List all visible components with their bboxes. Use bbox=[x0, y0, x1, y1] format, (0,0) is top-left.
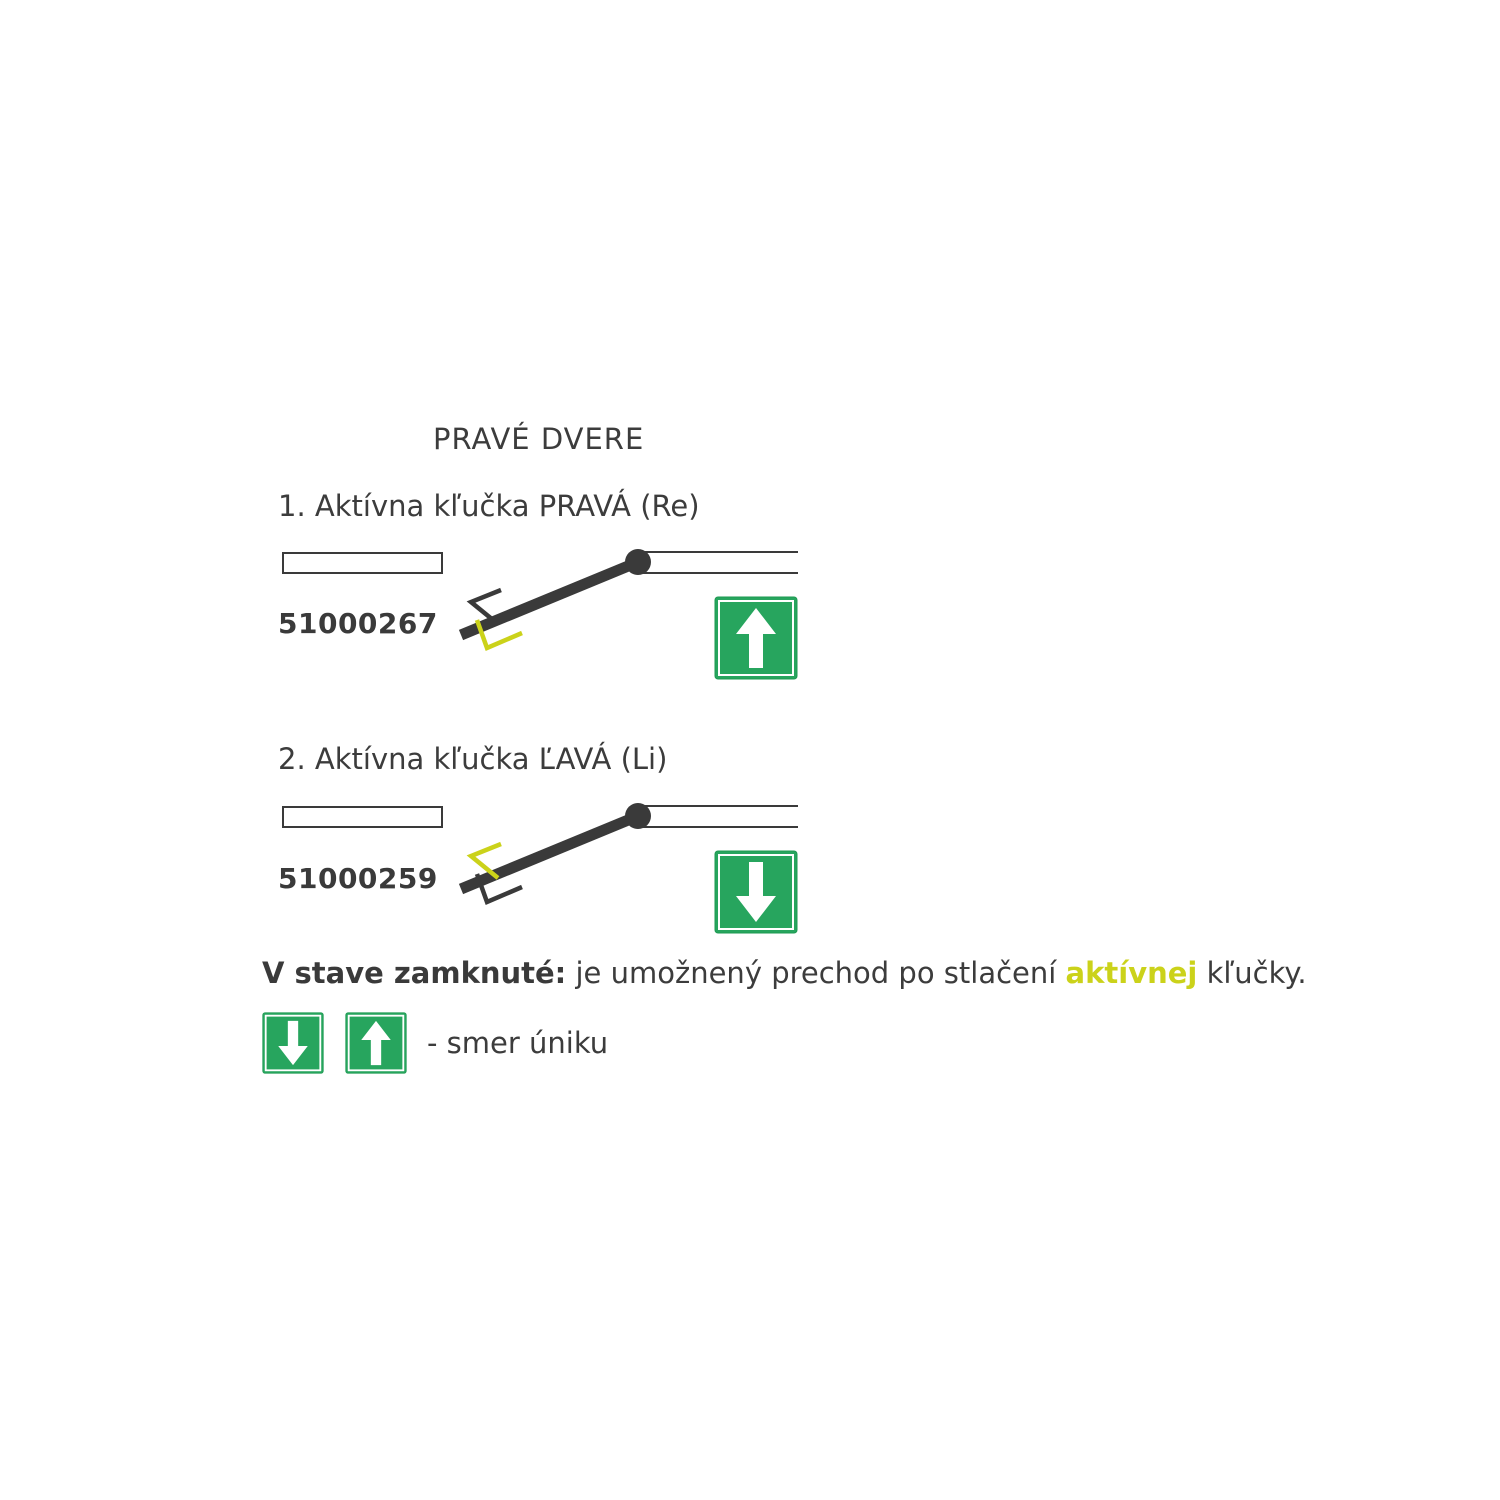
note-text-before: je umožnený prechod po stlačení bbox=[566, 956, 1066, 990]
section-2-label: 2. Aktívna kľučka ĽAVÁ (Li) bbox=[278, 742, 668, 776]
arrow-up-icon bbox=[345, 1012, 407, 1074]
note-text-after: kľučky. bbox=[1197, 956, 1307, 990]
door-leaf bbox=[461, 562, 638, 635]
page-title: PRAVÉ DVERE bbox=[433, 422, 645, 456]
product-code-2: 51000259 bbox=[278, 862, 438, 895]
arrow-down-icon bbox=[262, 1012, 324, 1074]
door-leaf bbox=[461, 816, 638, 889]
door-hinge bbox=[625, 549, 651, 575]
arrow-down-icon bbox=[714, 850, 798, 934]
locked-state-note bbox=[262, 956, 1307, 990]
wall-left bbox=[283, 553, 442, 573]
legend-label: - smer úniku bbox=[427, 1026, 609, 1060]
note-highlight: aktívnej bbox=[1065, 956, 1198, 990]
note-bold-prefix: V stave zamknuté: bbox=[262, 956, 567, 990]
door-hinge bbox=[625, 803, 651, 829]
section-1-label: 1. Aktívna kľučka PRAVÁ (Re) bbox=[278, 489, 700, 523]
arrow-up-icon bbox=[714, 596, 798, 680]
wall-left bbox=[283, 807, 442, 827]
product-code-1: 51000267 bbox=[278, 607, 438, 640]
